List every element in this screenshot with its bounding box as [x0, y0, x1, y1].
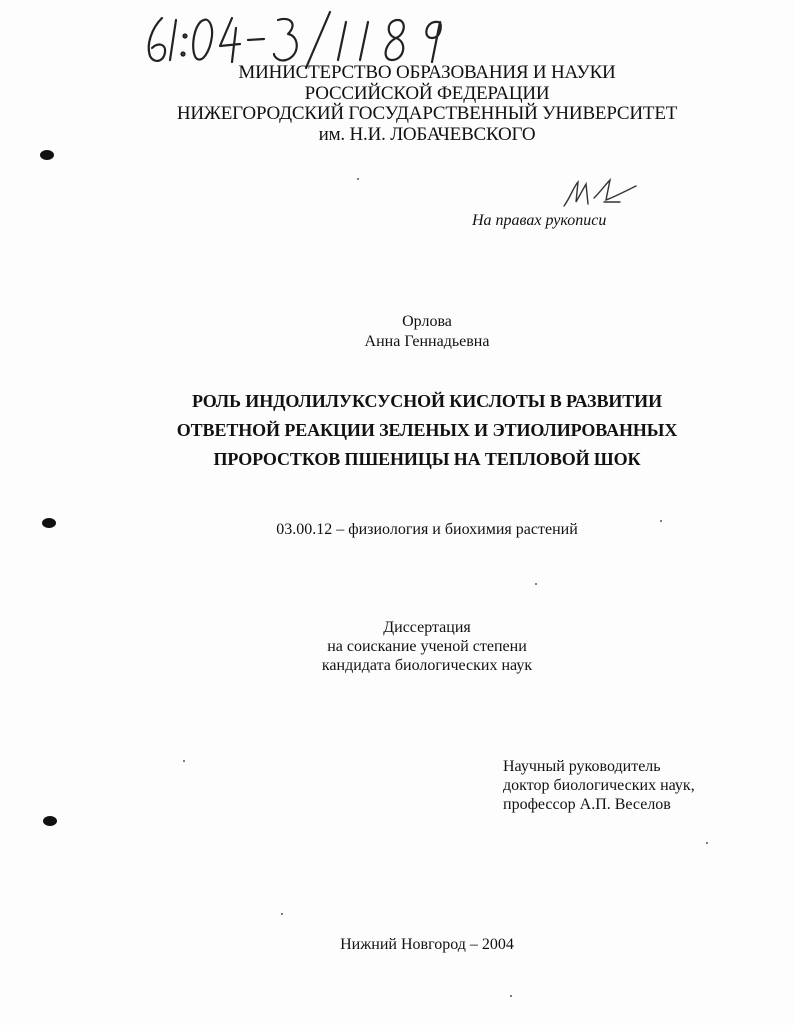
- title-line: ОТВЕТНОЙ РЕАКЦИИ ЗЕЛЕНЫХ И ЭТИОЛИРОВАННЫХ: [176, 420, 678, 440]
- degree-line: Диссертация: [383, 619, 471, 636]
- author-name: Анна Геннадьевна: [364, 333, 490, 350]
- degree-line: на соискание ученой степени: [327, 638, 527, 655]
- title-line: ПРОРОСТКОВ ПШЕНИЦЫ НА ТЕПЛОВОЙ ШОК: [213, 449, 641, 469]
- institution-block: [30, 63, 794, 145]
- institution-university: НИЖЕГОРОДСКИЙ ГОСУДАРСТВЕННЫЙ УНИВЕРСИТЕТ: [176, 103, 678, 124]
- scan-speck: [183, 760, 185, 762]
- degree-block: [30, 618, 794, 675]
- binder-hole: [40, 150, 54, 160]
- author-surname: Орлова: [402, 313, 452, 330]
- supervisor-line: профессор А.П. Веселов: [503, 796, 671, 813]
- binder-hole: [43, 816, 57, 826]
- manuscript-note: На правах рукописи: [472, 212, 607, 229]
- handwritten-code: [140, 6, 480, 70]
- supervisor-block: [503, 757, 695, 814]
- scan-speck: [535, 583, 537, 585]
- degree-line: кандидата биологических наук: [321, 657, 533, 674]
- dissertation-title: [30, 387, 794, 474]
- place-year: Нижний Новгород – 2004: [340, 936, 514, 953]
- institution-named-after: им. Н.И. ЛОБАЧЕВСКОГО: [318, 123, 536, 145]
- supervisor-line: Научный руководитель: [503, 758, 661, 775]
- author-block: [30, 312, 794, 352]
- title-line: РОЛЬ ИНДОЛИЛУКСУСНОЙ КИСЛОТЫ В РАЗВИТИИ: [192, 391, 662, 411]
- scan-speck: [510, 995, 512, 997]
- specialty-code: 03.00.12 – физиология и биохимия растений: [276, 521, 578, 538]
- scan-speck: [706, 842, 708, 844]
- institution-ministry: МИНИСТЕРСТВО ОБРАЗОВАНИЯ И НАУКИ: [238, 62, 616, 83]
- signature-mark: [560, 176, 640, 210]
- supervisor-line: доктор биологических наук,: [503, 777, 695, 794]
- scan-speck: [281, 913, 283, 915]
- scan-speck: [660, 520, 662, 522]
- institution-federation: РОССИЙСКОЙ ФЕДЕРАЦИИ: [304, 82, 550, 104]
- binder-hole: [42, 518, 56, 528]
- scan-speck: [357, 178, 359, 180]
